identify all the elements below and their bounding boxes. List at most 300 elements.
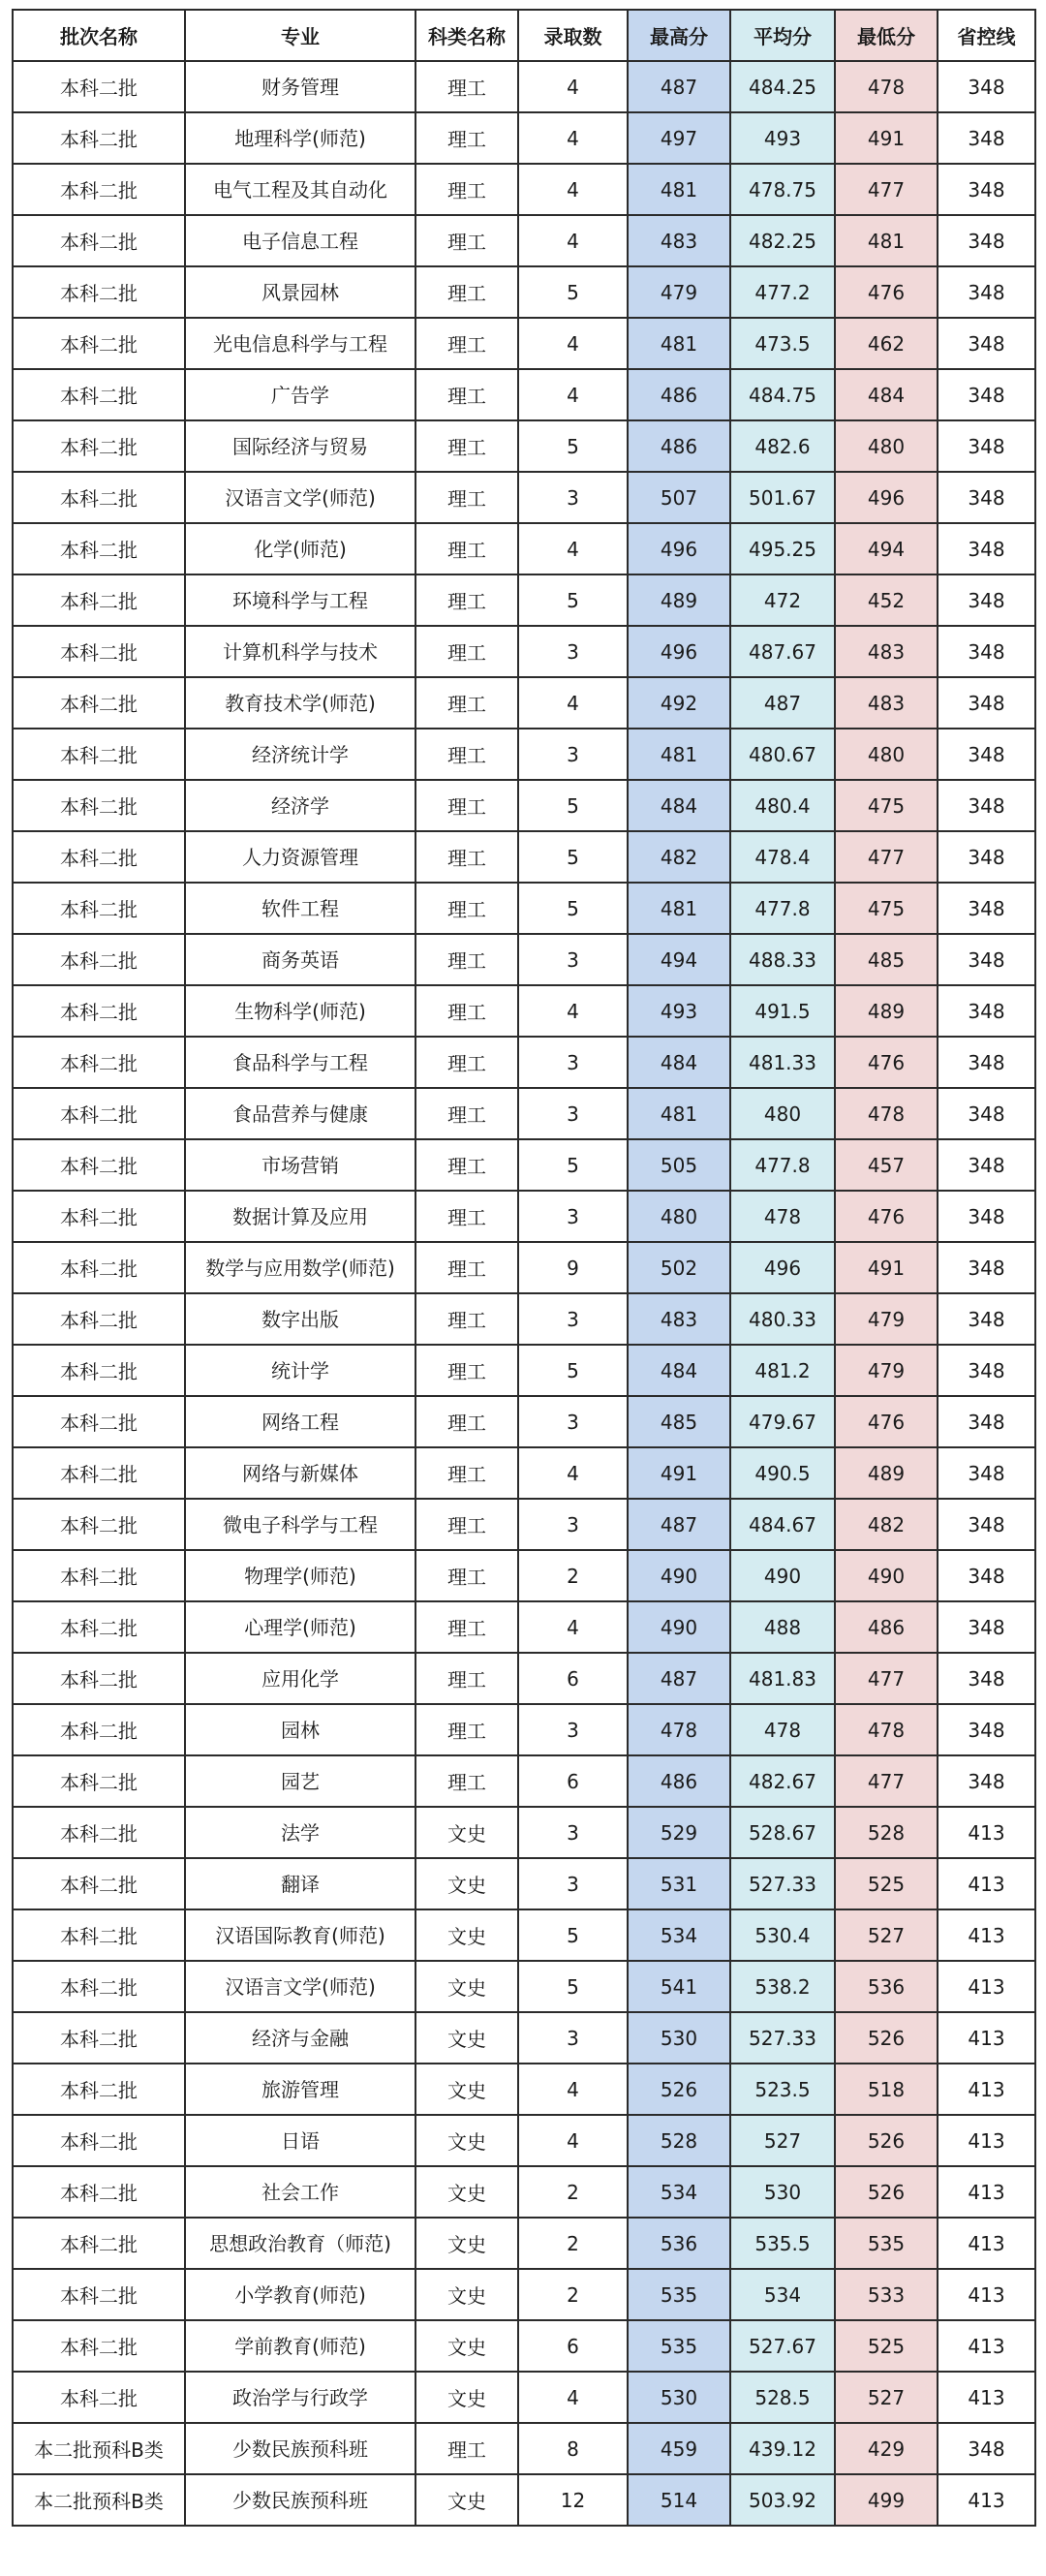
cell-min-score: 528 xyxy=(835,1807,938,1858)
table-row xyxy=(13,1807,1035,1858)
cell-max-score: 485 xyxy=(628,1396,730,1447)
cell-min-score: 475 xyxy=(835,883,938,934)
cell-control-line: 348 xyxy=(938,1088,1035,1139)
table-row xyxy=(13,420,1035,472)
cell-subject: 理工 xyxy=(415,1704,518,1755)
cell-min-score: 475 xyxy=(835,780,938,831)
cell-avg-score: 478.75 xyxy=(730,164,835,215)
cell-control-line: 413 xyxy=(938,2166,1035,2218)
cell-batch: 本科二批 xyxy=(13,1909,185,1961)
cell-major: 食品科学与工程 xyxy=(185,1037,415,1088)
cell-major: 教育技术学(师范) xyxy=(185,677,415,729)
cell-batch: 本科二批 xyxy=(13,934,185,985)
cell-batch: 本科二批 xyxy=(13,2218,185,2269)
cell-count: 5 xyxy=(518,1909,628,1961)
cell-subject: 文史 xyxy=(415,1961,518,2012)
cell-subject: 理工 xyxy=(415,472,518,523)
cell-subject: 文史 xyxy=(415,2269,518,2320)
cell-max-score: 531 xyxy=(628,1858,730,1909)
cell-control-line: 413 xyxy=(938,2218,1035,2269)
cell-max-score: 496 xyxy=(628,523,730,574)
cell-min-score: 477 xyxy=(835,164,938,215)
cell-batch: 本科二批 xyxy=(13,729,185,780)
cell-major: 汉语言文学(师范) xyxy=(185,1961,415,2012)
cell-avg-score: 478.4 xyxy=(730,831,835,883)
cell-min-score: 483 xyxy=(835,677,938,729)
cell-count: 4 xyxy=(518,215,628,266)
cell-subject: 理工 xyxy=(415,61,518,112)
cell-control-line: 348 xyxy=(938,472,1035,523)
cell-min-score: 526 xyxy=(835,2166,938,2218)
cell-control-line: 348 xyxy=(938,677,1035,729)
cell-max-score: 481 xyxy=(628,318,730,369)
table-row xyxy=(13,2474,1035,2526)
cell-max-score: 486 xyxy=(628,369,730,420)
cell-major: 微电子科学与工程 xyxy=(185,1499,415,1550)
cell-count: 3 xyxy=(518,1088,628,1139)
cell-min-score: 477 xyxy=(835,1755,938,1807)
cell-control-line: 348 xyxy=(938,780,1035,831)
table-row xyxy=(13,985,1035,1037)
cell-min-score: 525 xyxy=(835,2320,938,2372)
cell-major: 经济学 xyxy=(185,780,415,831)
cell-count: 5 xyxy=(518,883,628,934)
cell-max-score: 484 xyxy=(628,780,730,831)
cell-count: 5 xyxy=(518,1961,628,2012)
cell-avg-score: 480.67 xyxy=(730,729,835,780)
cell-min-score: 476 xyxy=(835,1396,938,1447)
cell-count: 3 xyxy=(518,1293,628,1345)
cell-min-score: 480 xyxy=(835,420,938,472)
cell-subject: 理工 xyxy=(415,1037,518,1088)
cell-batch: 本科二批 xyxy=(13,2166,185,2218)
cell-avg-score: 538.2 xyxy=(730,1961,835,2012)
cell-max-score: 482 xyxy=(628,831,730,883)
cell-count: 4 xyxy=(518,677,628,729)
table-row xyxy=(13,1037,1035,1088)
table-row xyxy=(13,1447,1035,1499)
cell-min-score: 526 xyxy=(835,2115,938,2166)
cell-batch: 本科二批 xyxy=(13,1858,185,1909)
cell-avg-score: 491.5 xyxy=(730,985,835,1037)
cell-control-line: 348 xyxy=(938,1653,1035,1704)
cell-min-score: 489 xyxy=(835,985,938,1037)
table-row xyxy=(13,2012,1035,2064)
cell-min-score: 479 xyxy=(835,1345,938,1396)
cell-major: 思想政治教育（师范) xyxy=(185,2218,415,2269)
cell-major: 数字出版 xyxy=(185,1293,415,1345)
cell-batch: 本科二批 xyxy=(13,164,185,215)
cell-subject: 理工 xyxy=(415,369,518,420)
cell-major: 少数民族预科班 xyxy=(185,2423,415,2474)
cell-avg-score: 482.67 xyxy=(730,1755,835,1807)
cell-major: 汉语言文学(师范) xyxy=(185,472,415,523)
cell-min-score: 526 xyxy=(835,2012,938,2064)
cell-max-score: 483 xyxy=(628,215,730,266)
cell-avg-score: 480.33 xyxy=(730,1293,835,1345)
cell-max-score: 486 xyxy=(628,420,730,472)
cell-max-score: 534 xyxy=(628,2166,730,2218)
cell-subject: 文史 xyxy=(415,2012,518,2064)
table-row xyxy=(13,677,1035,729)
table-row xyxy=(13,318,1035,369)
cell-control-line: 413 xyxy=(938,1961,1035,2012)
cell-batch: 本科二批 xyxy=(13,61,185,112)
cell-subject: 文史 xyxy=(415,1858,518,1909)
cell-batch: 本二批预科B类 xyxy=(13,2474,185,2526)
cell-major: 软件工程 xyxy=(185,883,415,934)
cell-major: 日语 xyxy=(185,2115,415,2166)
cell-count: 2 xyxy=(518,1550,628,1601)
table-row xyxy=(13,1191,1035,1242)
table-row xyxy=(13,164,1035,215)
cell-subject: 理工 xyxy=(415,266,518,318)
cell-major: 经济统计学 xyxy=(185,729,415,780)
cell-max-score: 484 xyxy=(628,1345,730,1396)
cell-max-score: 530 xyxy=(628,2012,730,2064)
cell-avg-score: 480.4 xyxy=(730,780,835,831)
cell-subject: 理工 xyxy=(415,1345,518,1396)
cell-major: 旅游管理 xyxy=(185,2064,415,2115)
cell-avg-score: 528.67 xyxy=(730,1807,835,1858)
cell-avg-score: 487.67 xyxy=(730,626,835,677)
cell-avg-score: 527 xyxy=(730,2115,835,2166)
cell-count: 4 xyxy=(518,61,628,112)
cell-subject: 理工 xyxy=(415,1447,518,1499)
cell-min-score: 489 xyxy=(835,1447,938,1499)
cell-batch: 本科二批 xyxy=(13,677,185,729)
table-row xyxy=(13,2372,1035,2423)
cell-batch: 本科二批 xyxy=(13,1345,185,1396)
cell-count: 3 xyxy=(518,472,628,523)
cell-count: 3 xyxy=(518,1396,628,1447)
cell-min-score: 462 xyxy=(835,318,938,369)
cell-major: 网络与新媒体 xyxy=(185,1447,415,1499)
cell-avg-score: 484.75 xyxy=(730,369,835,420)
table-row xyxy=(13,1704,1035,1755)
cell-min-score: 478 xyxy=(835,1088,938,1139)
cell-count: 6 xyxy=(518,1755,628,1807)
cell-control-line: 413 xyxy=(938,2372,1035,2423)
cell-min-score: 533 xyxy=(835,2269,938,2320)
cell-batch: 本科二批 xyxy=(13,626,185,677)
cell-count: 8 xyxy=(518,2423,628,2474)
cell-batch: 本科二批 xyxy=(13,1293,185,1345)
table-row xyxy=(13,883,1035,934)
cell-subject: 理工 xyxy=(415,215,518,266)
cell-min-score: 527 xyxy=(835,1909,938,1961)
cell-avg-score: 478 xyxy=(730,1191,835,1242)
cell-count: 5 xyxy=(518,420,628,472)
header-count: 录取数 xyxy=(518,10,628,61)
cell-avg-score: 480 xyxy=(730,1088,835,1139)
header-subject: 科类名称 xyxy=(415,10,518,61)
cell-min-score: 478 xyxy=(835,61,938,112)
cell-subject: 文史 xyxy=(415,2372,518,2423)
table-row xyxy=(13,729,1035,780)
cell-subject: 理工 xyxy=(415,831,518,883)
cell-max-score: 502 xyxy=(628,1242,730,1293)
cell-major: 政治学与行政学 xyxy=(185,2372,415,2423)
cell-avg-score: 528.5 xyxy=(730,2372,835,2423)
cell-max-score: 493 xyxy=(628,985,730,1037)
cell-count: 3 xyxy=(518,1704,628,1755)
cell-batch: 本科二批 xyxy=(13,1499,185,1550)
cell-avg-score: 481.83 xyxy=(730,1653,835,1704)
cell-max-score: 535 xyxy=(628,2320,730,2372)
header-avg-score: 平均分 xyxy=(730,10,835,61)
cell-min-score: 496 xyxy=(835,472,938,523)
cell-major: 化学(师范) xyxy=(185,523,415,574)
cell-max-score: 487 xyxy=(628,1653,730,1704)
table-row xyxy=(13,1396,1035,1447)
cell-count: 12 xyxy=(518,2474,628,2526)
table-header xyxy=(13,10,1035,61)
cell-major: 翻译 xyxy=(185,1858,415,1909)
cell-control-line: 348 xyxy=(938,164,1035,215)
cell-min-score: 484 xyxy=(835,369,938,420)
cell-max-score: 459 xyxy=(628,2423,730,2474)
cell-subject: 文史 xyxy=(415,2320,518,2372)
cell-subject: 理工 xyxy=(415,1396,518,1447)
cell-max-score: 479 xyxy=(628,266,730,318)
table-row xyxy=(13,369,1035,420)
cell-count: 3 xyxy=(518,1858,628,1909)
cell-subject: 理工 xyxy=(415,1242,518,1293)
cell-min-score: 476 xyxy=(835,1037,938,1088)
table-row xyxy=(13,1961,1035,2012)
cell-count: 3 xyxy=(518,1807,628,1858)
cell-min-score: 494 xyxy=(835,523,938,574)
cell-major: 数学与应用数学(师范) xyxy=(185,1242,415,1293)
table-row xyxy=(13,215,1035,266)
cell-min-score: 452 xyxy=(835,574,938,626)
table-row xyxy=(13,1601,1035,1653)
cell-control-line: 348 xyxy=(938,1242,1035,1293)
cell-subject: 文史 xyxy=(415,2218,518,2269)
cell-max-score: 497 xyxy=(628,112,730,164)
cell-subject: 理工 xyxy=(415,985,518,1037)
cell-control-line: 348 xyxy=(938,1447,1035,1499)
cell-min-score: 518 xyxy=(835,2064,938,2115)
cell-batch: 本科二批 xyxy=(13,523,185,574)
cell-min-score: 527 xyxy=(835,2372,938,2423)
cell-major: 园林 xyxy=(185,1704,415,1755)
cell-subject: 理工 xyxy=(415,883,518,934)
cell-min-score: 457 xyxy=(835,1139,938,1191)
cell-avg-score: 523.5 xyxy=(730,2064,835,2115)
table-row xyxy=(13,1139,1035,1191)
cell-count: 5 xyxy=(518,266,628,318)
cell-control-line: 348 xyxy=(938,729,1035,780)
cell-avg-score: 496 xyxy=(730,1242,835,1293)
header-row xyxy=(13,10,1035,61)
cell-avg-score: 495.25 xyxy=(730,523,835,574)
cell-avg-score: 490.5 xyxy=(730,1447,835,1499)
cell-control-line: 348 xyxy=(938,61,1035,112)
table-row xyxy=(13,2218,1035,2269)
cell-max-score: 487 xyxy=(628,1499,730,1550)
cell-subject: 文史 xyxy=(415,1807,518,1858)
cell-major: 财务管理 xyxy=(185,61,415,112)
cell-min-score: 482 xyxy=(835,1499,938,1550)
cell-subject: 理工 xyxy=(415,1499,518,1550)
cell-max-score: 534 xyxy=(628,1909,730,1961)
cell-min-score: 476 xyxy=(835,266,938,318)
cell-avg-score: 477.8 xyxy=(730,883,835,934)
cell-control-line: 348 xyxy=(938,1139,1035,1191)
table-row xyxy=(13,1499,1035,1550)
cell-count: 3 xyxy=(518,1499,628,1550)
cell-batch: 本科二批 xyxy=(13,1037,185,1088)
cell-subject: 文史 xyxy=(415,2166,518,2218)
cell-control-line: 413 xyxy=(938,1909,1035,1961)
cell-avg-score: 493 xyxy=(730,112,835,164)
cell-major: 学前教育(师范) xyxy=(185,2320,415,2372)
cell-major: 统计学 xyxy=(185,1345,415,1396)
cell-major: 国际经济与贸易 xyxy=(185,420,415,472)
cell-count: 4 xyxy=(518,164,628,215)
admission-score-table-container xyxy=(12,9,1036,2527)
cell-avg-score: 503.92 xyxy=(730,2474,835,2526)
cell-batch: 本科二批 xyxy=(13,2372,185,2423)
cell-subject: 理工 xyxy=(415,318,518,369)
cell-count: 3 xyxy=(518,626,628,677)
cell-count: 9 xyxy=(518,1242,628,1293)
cell-min-score: 499 xyxy=(835,2474,938,2526)
header-batch: 批次名称 xyxy=(13,10,185,61)
cell-control-line: 348 xyxy=(938,420,1035,472)
cell-avg-score: 481.33 xyxy=(730,1037,835,1088)
cell-batch: 本科二批 xyxy=(13,2115,185,2166)
cell-max-score: 528 xyxy=(628,2115,730,2166)
cell-max-score: 484 xyxy=(628,1037,730,1088)
cell-control-line: 348 xyxy=(938,1345,1035,1396)
cell-major: 环境科学与工程 xyxy=(185,574,415,626)
cell-avg-score: 530 xyxy=(730,2166,835,2218)
cell-batch: 本科二批 xyxy=(13,215,185,266)
cell-avg-score: 487 xyxy=(730,677,835,729)
cell-min-score: 491 xyxy=(835,1242,938,1293)
cell-batch: 本科二批 xyxy=(13,1807,185,1858)
cell-batch: 本科二批 xyxy=(13,318,185,369)
cell-control-line: 348 xyxy=(938,1601,1035,1653)
cell-avg-score: 477.8 xyxy=(730,1139,835,1191)
cell-avg-score: 479.67 xyxy=(730,1396,835,1447)
cell-subject: 文史 xyxy=(415,2115,518,2166)
cell-max-score: 514 xyxy=(628,2474,730,2526)
cell-subject: 理工 xyxy=(415,1088,518,1139)
cell-batch: 本科二批 xyxy=(13,1550,185,1601)
cell-max-score: 489 xyxy=(628,574,730,626)
cell-control-line: 413 xyxy=(938,2064,1035,2115)
cell-max-score: 490 xyxy=(628,1550,730,1601)
cell-count: 2 xyxy=(518,2269,628,2320)
table-row xyxy=(13,1909,1035,1961)
cell-subject: 理工 xyxy=(415,677,518,729)
cell-control-line: 348 xyxy=(938,215,1035,266)
cell-major: 应用化学 xyxy=(185,1653,415,1704)
cell-major: 电子信息工程 xyxy=(185,215,415,266)
cell-batch: 本科二批 xyxy=(13,883,185,934)
cell-subject: 理工 xyxy=(415,1653,518,1704)
cell-batch: 本科二批 xyxy=(13,1242,185,1293)
cell-major: 少数民族预科班 xyxy=(185,2474,415,2526)
cell-major: 光电信息科学与工程 xyxy=(185,318,415,369)
table-row xyxy=(13,2423,1035,2474)
cell-batch: 本科二批 xyxy=(13,2012,185,2064)
cell-major: 广告学 xyxy=(185,369,415,420)
cell-min-score: 486 xyxy=(835,1601,938,1653)
cell-subject: 理工 xyxy=(415,1293,518,1345)
cell-avg-score: 534 xyxy=(730,2269,835,2320)
cell-max-score: 494 xyxy=(628,934,730,985)
cell-count: 3 xyxy=(518,1037,628,1088)
cell-count: 4 xyxy=(518,318,628,369)
cell-major: 经济与金融 xyxy=(185,2012,415,2064)
cell-batch: 本科二批 xyxy=(13,780,185,831)
cell-control-line: 348 xyxy=(938,1037,1035,1088)
cell-avg-score: 478 xyxy=(730,1704,835,1755)
cell-count: 5 xyxy=(518,1139,628,1191)
cell-major: 计算机科学与技术 xyxy=(185,626,415,677)
cell-major: 网络工程 xyxy=(185,1396,415,1447)
cell-control-line: 348 xyxy=(938,1396,1035,1447)
cell-control-line: 348 xyxy=(938,883,1035,934)
cell-avg-score: 527.67 xyxy=(730,2320,835,2372)
cell-count: 4 xyxy=(518,1601,628,1653)
cell-min-score: 536 xyxy=(835,1961,938,2012)
cell-count: 4 xyxy=(518,112,628,164)
cell-major: 小学教育(师范) xyxy=(185,2269,415,2320)
cell-max-score: 481 xyxy=(628,164,730,215)
cell-major: 市场营销 xyxy=(185,1139,415,1191)
cell-min-score: 535 xyxy=(835,2218,938,2269)
table-row xyxy=(13,1242,1035,1293)
cell-min-score: 491 xyxy=(835,112,938,164)
cell-control-line: 348 xyxy=(938,523,1035,574)
cell-max-score: 478 xyxy=(628,1704,730,1755)
cell-major: 电气工程及其自动化 xyxy=(185,164,415,215)
cell-max-score: 490 xyxy=(628,1601,730,1653)
cell-min-score: 429 xyxy=(835,2423,938,2474)
cell-min-score: 477 xyxy=(835,831,938,883)
cell-batch: 本科二批 xyxy=(13,1396,185,1447)
cell-count: 5 xyxy=(518,1345,628,1396)
cell-max-score: 530 xyxy=(628,2372,730,2423)
table-row xyxy=(13,1345,1035,1396)
cell-count: 3 xyxy=(518,2012,628,2064)
cell-count: 4 xyxy=(518,523,628,574)
cell-subject: 理工 xyxy=(415,1601,518,1653)
cell-major: 商务英语 xyxy=(185,934,415,985)
cell-control-line: 348 xyxy=(938,318,1035,369)
table-row xyxy=(13,1088,1035,1139)
cell-subject: 文史 xyxy=(415,1909,518,1961)
table-row xyxy=(13,2320,1035,2372)
cell-subject: 理工 xyxy=(415,1139,518,1191)
cell-major: 数据计算及应用 xyxy=(185,1191,415,1242)
cell-avg-score: 488 xyxy=(730,1601,835,1653)
cell-max-score: 481 xyxy=(628,883,730,934)
cell-subject: 理工 xyxy=(415,164,518,215)
cell-avg-score: 527.33 xyxy=(730,1858,835,1909)
header-major: 专业 xyxy=(185,10,415,61)
cell-major: 地理科学(师范) xyxy=(185,112,415,164)
cell-batch: 本科二批 xyxy=(13,369,185,420)
cell-batch: 本科二批 xyxy=(13,266,185,318)
cell-subject: 理工 xyxy=(415,934,518,985)
